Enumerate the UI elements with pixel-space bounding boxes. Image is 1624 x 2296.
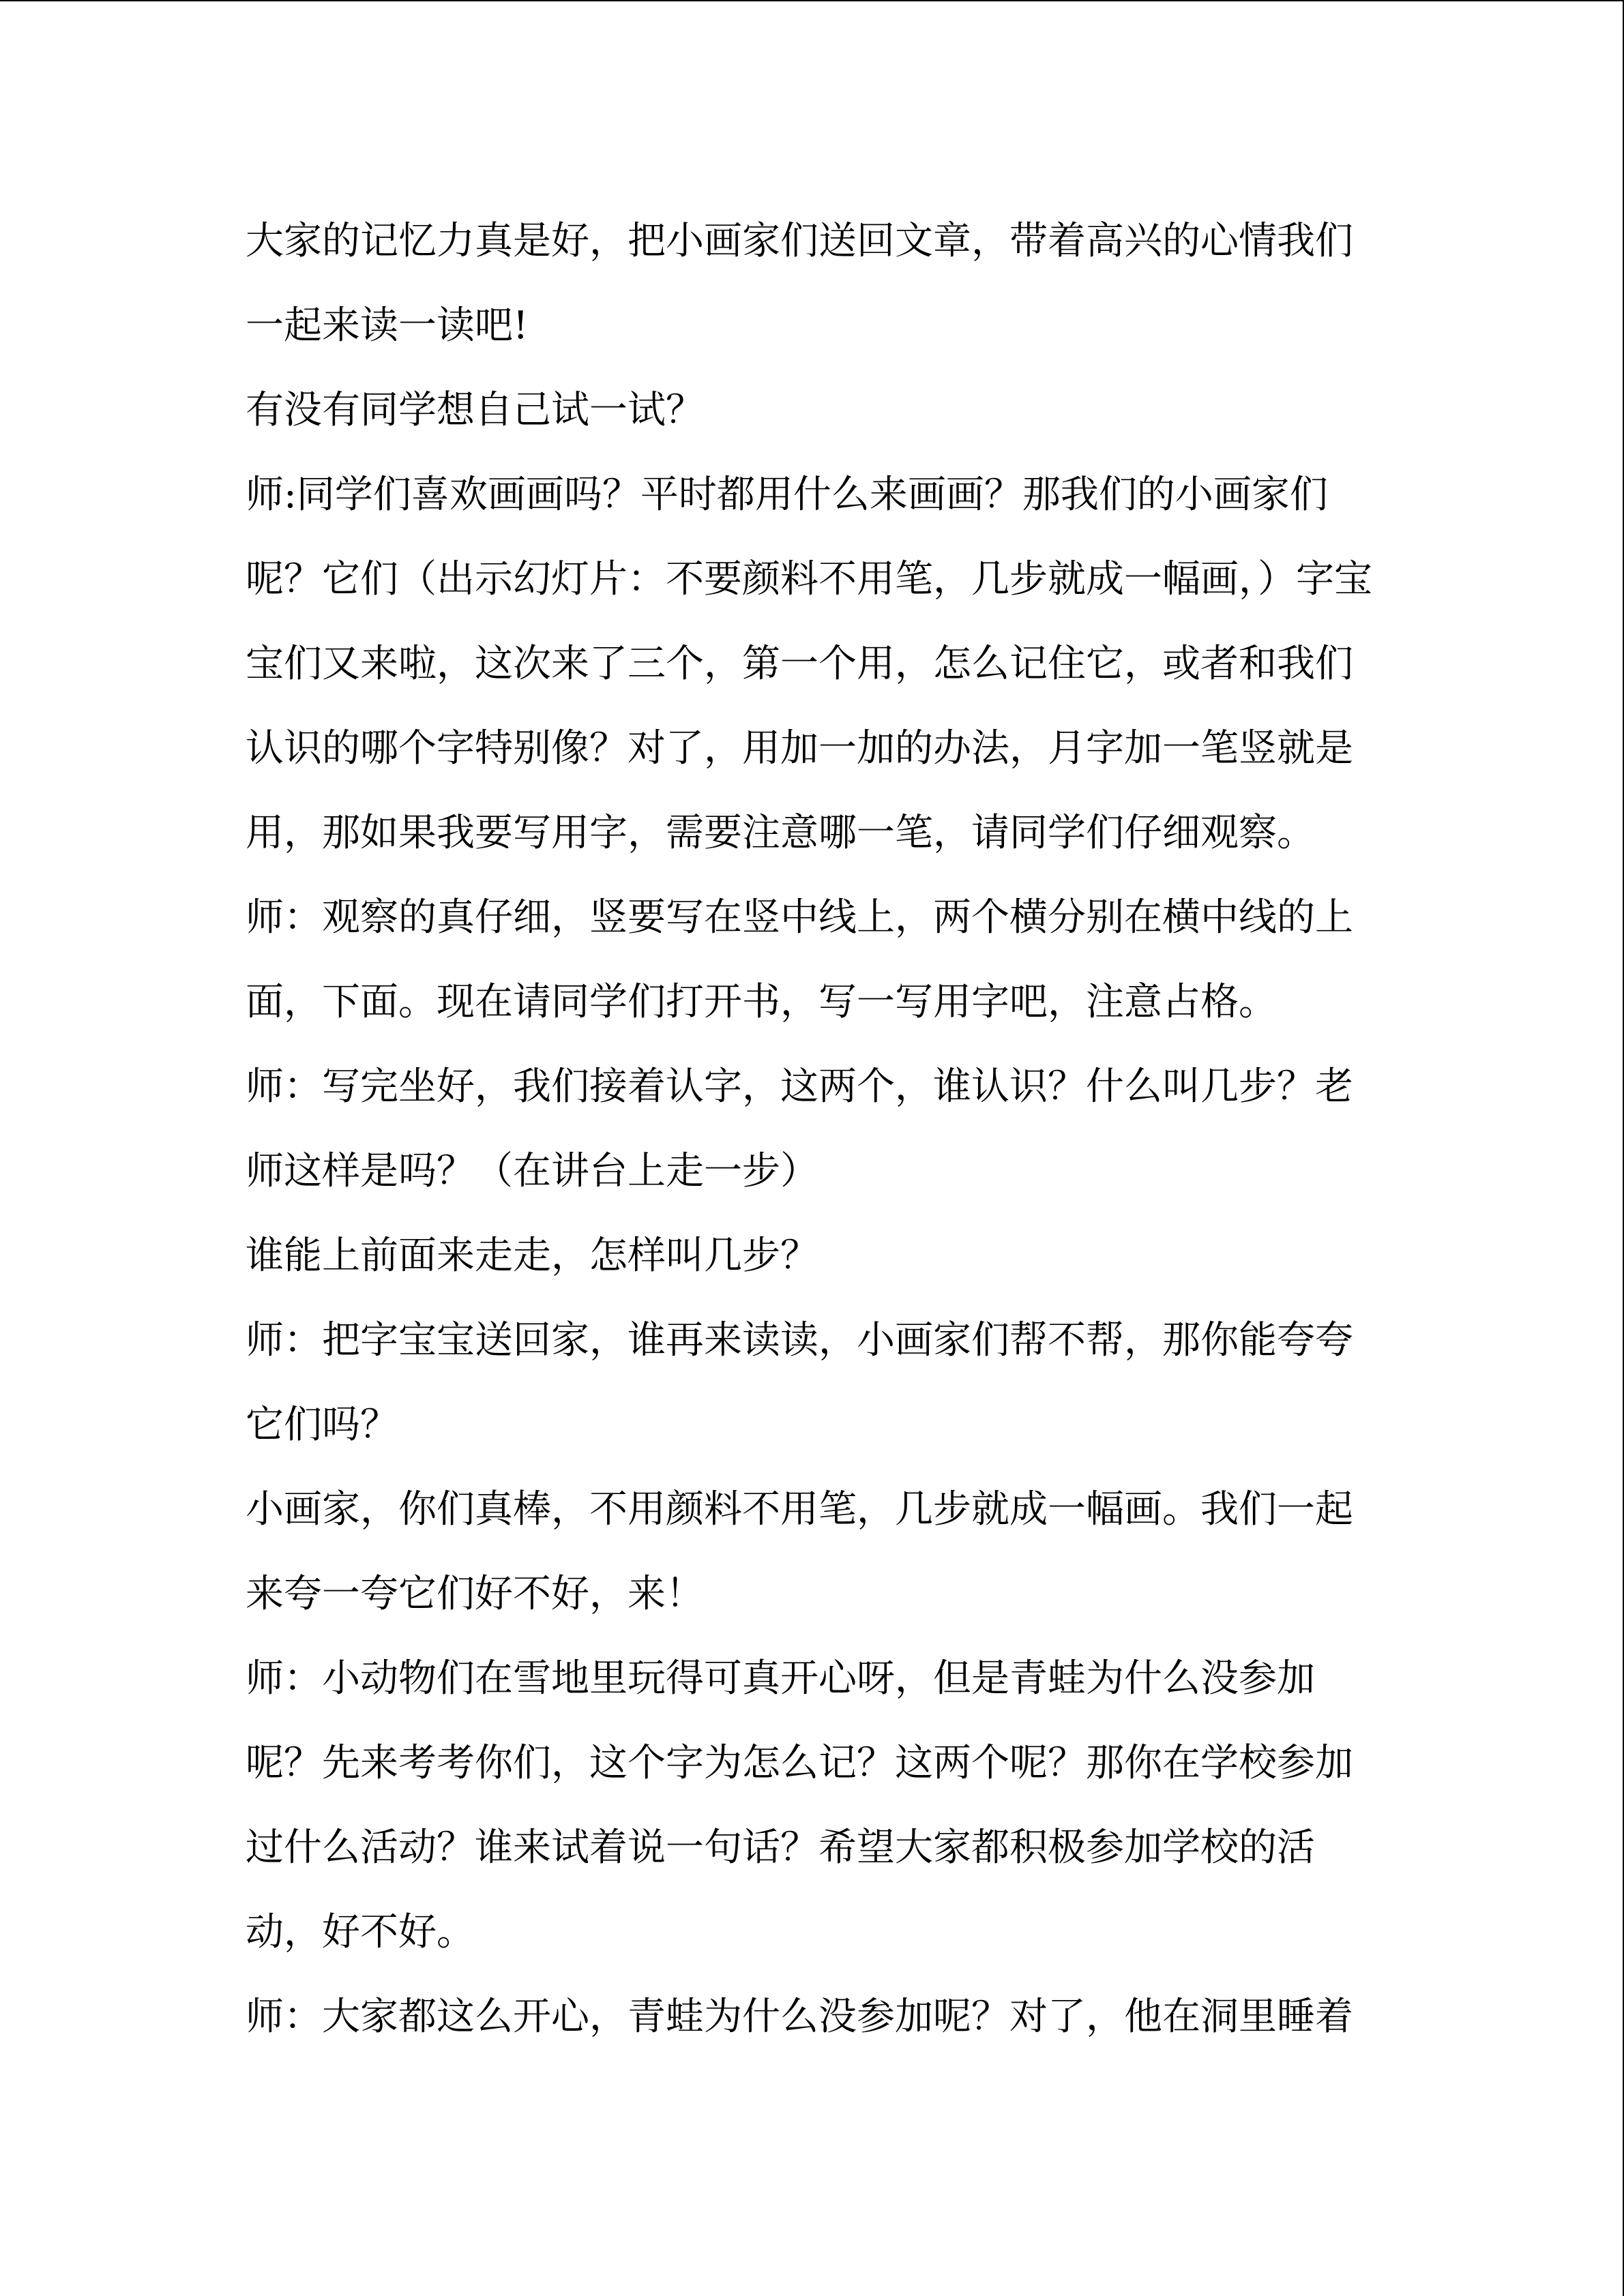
paragraph: 师：大家都这么开心，青蛙为什么没参加呢？对了，他在洞里睡着 [246, 1995, 1353, 2039]
paragraph: 谁能上前面来走走，怎样叫几步？ [246, 1234, 818, 1278]
paragraph: 师：写完坐好，我们接着认字，这两个，谁认识？什么叫几步？老师这样是吗？（在讲台上走一步） [246, 1064, 1353, 1193]
document-body [246, 199, 1378, 2059]
paragraph: 有没有同学想自己试一试？ [246, 388, 704, 432]
paragraph: 师：观察的真仔细，竖要写在竖中线上，两个横分别在横中线的上面，下面。现在请同学们打开书，写一写用字吧，注意占格。 [246, 895, 1353, 1024]
paragraph: 师：小动物们在雪地里玩得可真开心呀，但是青蛙为什么没参加呢？先来考考你们，这个字为怎么记？这两个呢？那你在学校参加过什么活动？谁来试着说一句话？希望大家都积极参加学校的活动，好不好。 [246, 1656, 1353, 1954]
paragraph: 小画家，你们真棒，不用颜料不用笔，几步就成一幅画。我们一起来夸一夸它们好不好，来！ [246, 1487, 1353, 1616]
paragraph: 大家的记忆力真是好，把小画家们送回文章，带着高兴的心情我们一起来读一读吧! [246, 219, 1353, 348]
paragraph: 师：把字宝宝送回家，谁再来读读，小画家们帮不帮，那你能夸夸它们吗？ [246, 1318, 1353, 1447]
paragraph: 师:同学们喜欢画画吗？平时都用什么来画画？那我们的小画家们呢？它们（出示幻灯片：不要颜料不用笔，几步就成一幅画，）字宝宝们又来啦，这次来了三个，第一个用，怎么记住它，或者和我们认识的哪个字特别像？对了，用加一加的办法，月字加一笔竖就是用，那如果我要写用字，需要注意哪一笔，请同学们仔细观察。 [246, 473, 1372, 855]
